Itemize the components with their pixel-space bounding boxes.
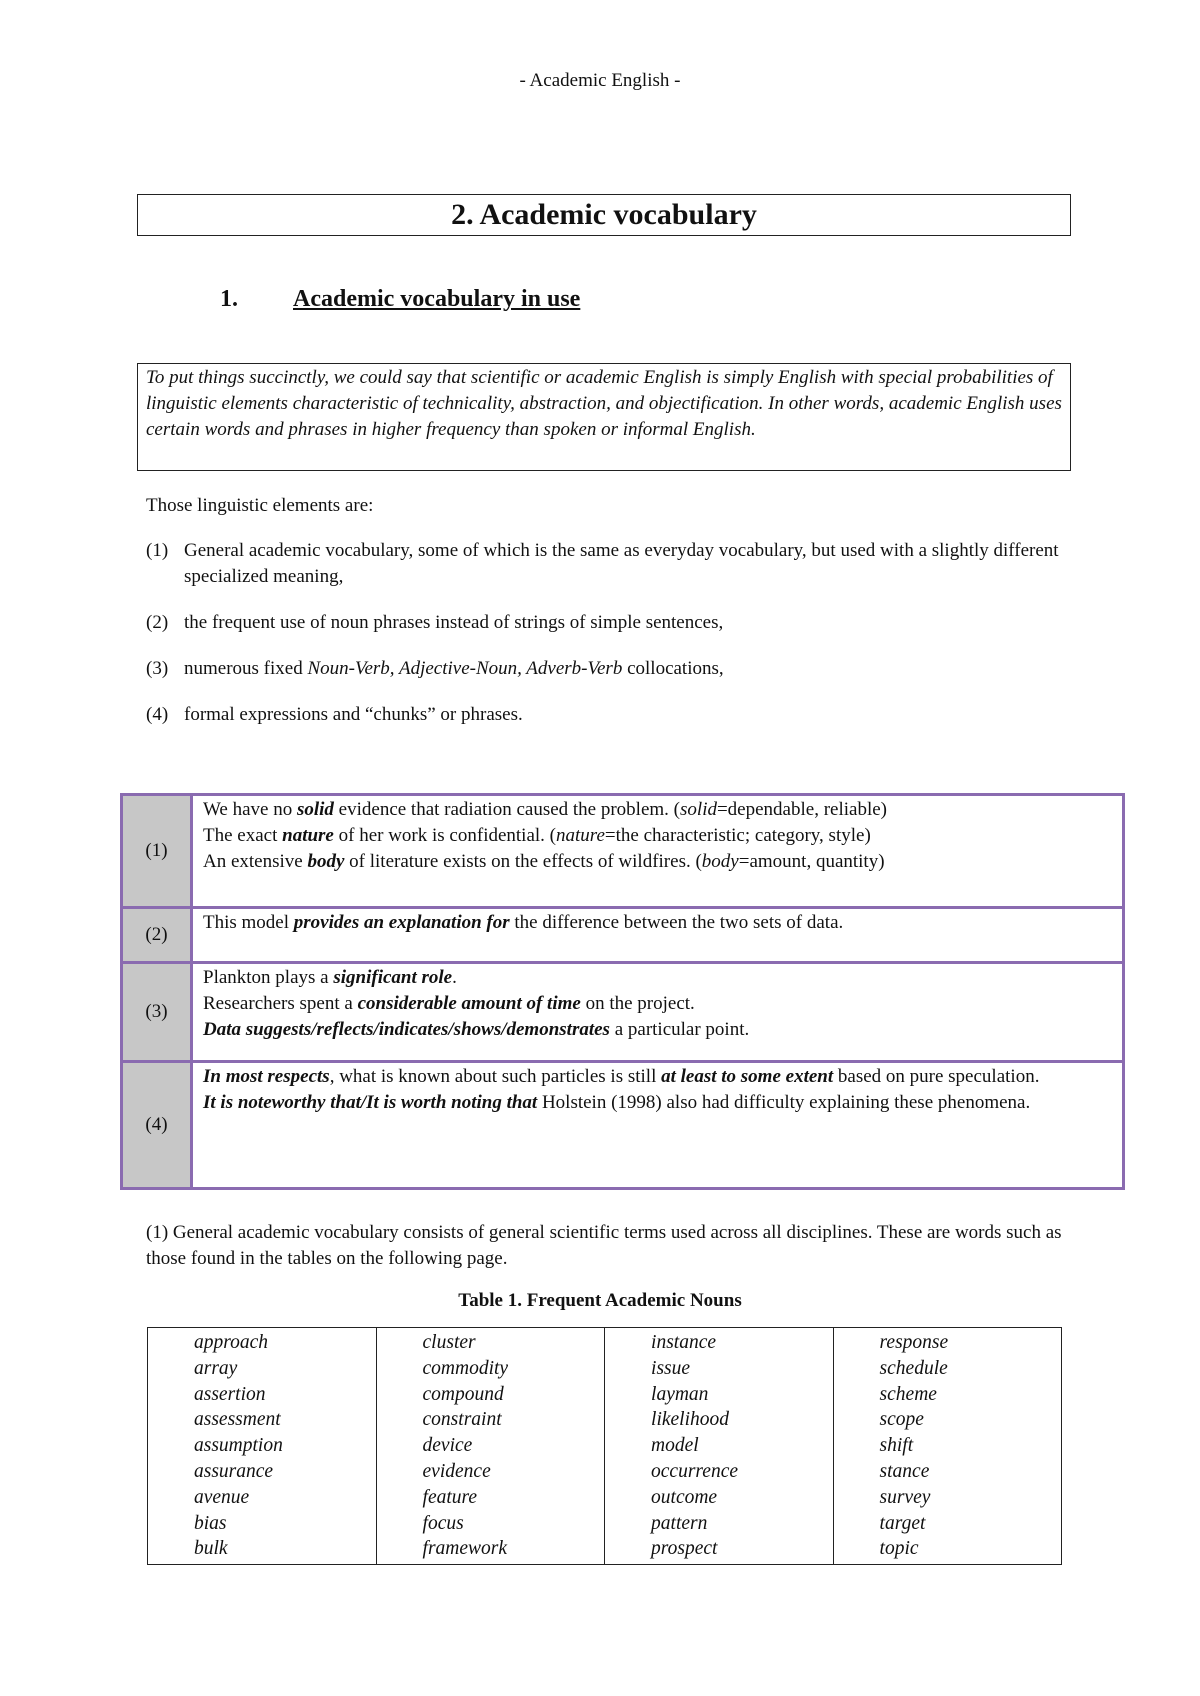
noun-word: compound xyxy=(422,1383,504,1405)
nouns-column xyxy=(148,1328,377,1565)
noun-word: commodity xyxy=(422,1357,509,1379)
nouns-column xyxy=(605,1328,834,1565)
noun-word: schedule xyxy=(879,1357,948,1379)
noun-word: stance xyxy=(879,1460,930,1482)
noun-word: model xyxy=(651,1435,699,1457)
list-text: formal expressions and “chunks” or phrases. xyxy=(184,704,523,725)
noun-word: feature xyxy=(422,1486,478,1508)
noun-word: target xyxy=(879,1512,926,1534)
list-text: General academic vocabulary, some of which is the same as everyday vocabulary, but used with a slightly different specialized meaning, xyxy=(184,540,1059,587)
list-number: (4) xyxy=(146,704,169,725)
examples-row xyxy=(122,1062,1124,1189)
noun-word: occurrence xyxy=(651,1460,739,1482)
quote-box: To put things succinctly, we could say that scientific or academic English is simply English with special probabilities of linguistic elements characteristic of technicality, abstraction, and objectification. In other words, academic English uses certain words and phrases in higher frequency than spoken or informal English. xyxy=(137,363,1071,471)
noun-word: survey xyxy=(879,1486,931,1508)
list-number: (2) xyxy=(146,612,169,633)
noun-word: device xyxy=(422,1435,473,1457)
list-text: the frequent use of noun phrases instead of strings of simple sentences, xyxy=(184,612,724,633)
example-line: It is noteworthy that/It is worth noting that Holstein (1998) also had difficulty explaining these phenomena. xyxy=(203,1092,1031,1113)
noun-word: constraint xyxy=(422,1409,502,1431)
noun-word: scheme xyxy=(879,1383,937,1405)
noun-word: assumption xyxy=(194,1435,283,1457)
noun-word: assertion xyxy=(194,1383,266,1405)
example-text xyxy=(192,908,1124,963)
paragraph-general-vocabulary: (1) General academic vocabulary consists of general scientific terms used across all disciplines. These are words such as those found in the tables on the following page. xyxy=(146,1222,1062,1269)
intro-text: Those linguistic elements are: xyxy=(146,495,374,516)
noun-word: avenue xyxy=(194,1486,250,1508)
examples-row xyxy=(122,795,1124,908)
example-text xyxy=(192,1062,1124,1189)
noun-word: issue xyxy=(651,1357,691,1379)
noun-word: outcome xyxy=(651,1486,718,1508)
example-line: We have no solid evidence that radiation caused the problem. (solid=dependable, reliable) xyxy=(203,799,887,820)
list-number: (3) xyxy=(146,658,169,679)
list-text-pre: numerous fixed xyxy=(184,658,308,679)
example-line: Plankton plays a significant role. xyxy=(203,967,457,988)
noun-word: focus xyxy=(422,1512,464,1534)
noun-word: pattern xyxy=(651,1512,708,1534)
example-line: This model provides an explanation for the difference between the two sets of data. xyxy=(203,912,844,933)
examples-row xyxy=(122,963,1124,1062)
example-text xyxy=(192,795,1124,908)
noun-word: approach xyxy=(194,1332,269,1353)
noun-word: likelihood xyxy=(651,1409,730,1431)
noun-word: array xyxy=(194,1357,238,1379)
noun-word: bias xyxy=(194,1512,227,1534)
noun-word: assurance xyxy=(194,1460,274,1482)
example-line: An extensive body of literature exists on the effects of wildfires. (body=amount, quantity) xyxy=(203,851,885,872)
list-text-post: collocations, xyxy=(622,658,724,679)
nouns-column xyxy=(833,1328,1061,1565)
example-line: Researchers spent a considerable amount of time on the project. xyxy=(203,993,695,1014)
example-line: In most respects, what is known about such particles is still at least to some extent based on pure speculation. xyxy=(203,1066,1040,1087)
noun-word: prospect xyxy=(651,1538,718,1560)
noun-word: cluster xyxy=(422,1332,476,1353)
chapter-title: 2. Academic vocabulary xyxy=(137,194,1071,236)
noun-word: layman xyxy=(651,1383,709,1405)
noun-word: instance xyxy=(651,1332,717,1353)
noun-word: assessment xyxy=(194,1409,281,1431)
nouns-table xyxy=(147,1327,1062,1565)
noun-word: scope xyxy=(879,1409,924,1431)
example-number: (3) xyxy=(122,963,192,1062)
nouns-column xyxy=(376,1328,605,1565)
example-number: (2) xyxy=(122,908,192,963)
example-line: The exact nature of her work is confidential. (nature=the characteristic; category, style) xyxy=(203,825,871,846)
table-caption: Table 1. Frequent Academic Nouns xyxy=(458,1290,742,1311)
noun-word: evidence xyxy=(422,1460,491,1482)
nouns-row xyxy=(148,1328,1062,1565)
list-text-italic: Noun-Verb, Adjective-Noun, Adverb-Verb xyxy=(307,658,623,679)
noun-word: topic xyxy=(879,1538,919,1560)
examples-row xyxy=(122,908,1124,963)
list-number: (1) xyxy=(146,540,169,561)
noun-word: framework xyxy=(422,1538,508,1560)
examples-table xyxy=(120,793,1125,1190)
section-number: 1. xyxy=(220,286,238,312)
noun-word: response xyxy=(879,1332,949,1353)
list-text xyxy=(184,656,1084,682)
example-text xyxy=(192,963,1124,1062)
noun-word: bulk xyxy=(194,1538,228,1560)
noun-word: shift xyxy=(879,1435,914,1457)
section-title: Academic vocabulary in use xyxy=(293,286,581,312)
example-number: (4) xyxy=(122,1062,192,1189)
example-number: (1) xyxy=(122,795,192,908)
page-header: - Academic English - xyxy=(519,70,681,91)
example-line: Data suggests/reflects/indicates/shows/demonstrates a particular point. xyxy=(203,1019,750,1040)
